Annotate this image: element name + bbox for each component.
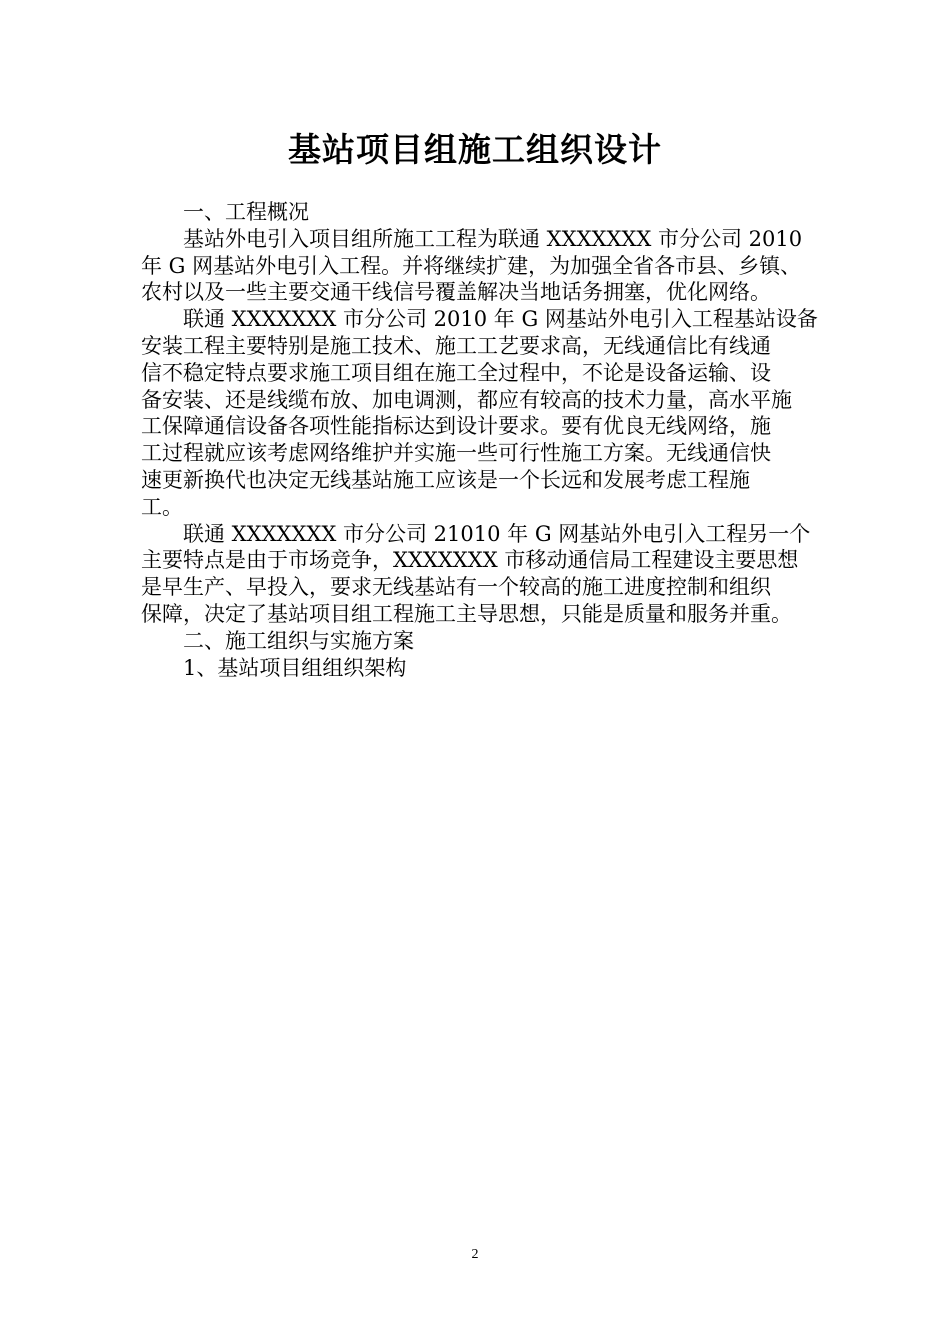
body-line: 1、基站项目组组织架构 (183, 655, 407, 680)
body-line: 一、工程概况 (183, 200, 309, 224)
body-line: 速更新换代也决定无线基站施工应该是一个长远和发展考虑工程施 (141, 467, 750, 492)
body-line: 基站外电引入项目组所施工工程为联通 XXXXXXX 市分公司 2010 (183, 226, 803, 251)
body-line: 主要特点是由于市场竞争，XXXXXXX 市移动通信局工程建设主要思想 (141, 548, 799, 573)
body-line: 保障，决定了基站项目组工程施工主导思想，只能是质量和服务并重。 (141, 601, 792, 626)
body-line: 安装工程主要特别是施工技术、施工工艺要求高，无线通信比有线通 (141, 333, 771, 358)
body-line: 工过程就应该考虑网络维护并实施一些可行性施工方案。无线通信快 (141, 441, 771, 466)
body-line: 联通 XXXXXXX 市分公司 21010 年 G 网基站外电引入工程另一个 (183, 521, 811, 546)
body-line: 农村以及一些主要交通干线信号覆盖解决当地话务拥塞，优化网络。 (141, 280, 771, 305)
body-line: 年 G 网基站外电引入工程。并将继续扩建，为加强全省各市县、乡镇、 (141, 253, 802, 278)
body-line: 备安装、还是线缆布放、加电调测，都应有较高的技术力量，高水平施 (141, 387, 792, 412)
body-line: 是早生产、早投入，要求无线基站有一个较高的施工进度控制和组织 (141, 575, 771, 600)
body-line: 工保障通信设备各项性能指标达到设计要求。要有优良无线网络，施 (141, 414, 771, 439)
body-line: 信不稳定特点要求施工项目组在施工全过程中，不论是设备运输、设 (141, 360, 771, 385)
document-title: 基站项目组施工组织设计 (288, 130, 662, 169)
page-number: 2 (471, 1247, 479, 1262)
body-line: 二、施工组织与实施方案 (183, 628, 414, 653)
document-body (141, 199, 841, 681)
body-line: 工。 (141, 494, 183, 519)
body-line: 联通 XXXXXXX 市分公司 2010 年 G 网基站外电引入工程基站设备 (183, 307, 818, 332)
